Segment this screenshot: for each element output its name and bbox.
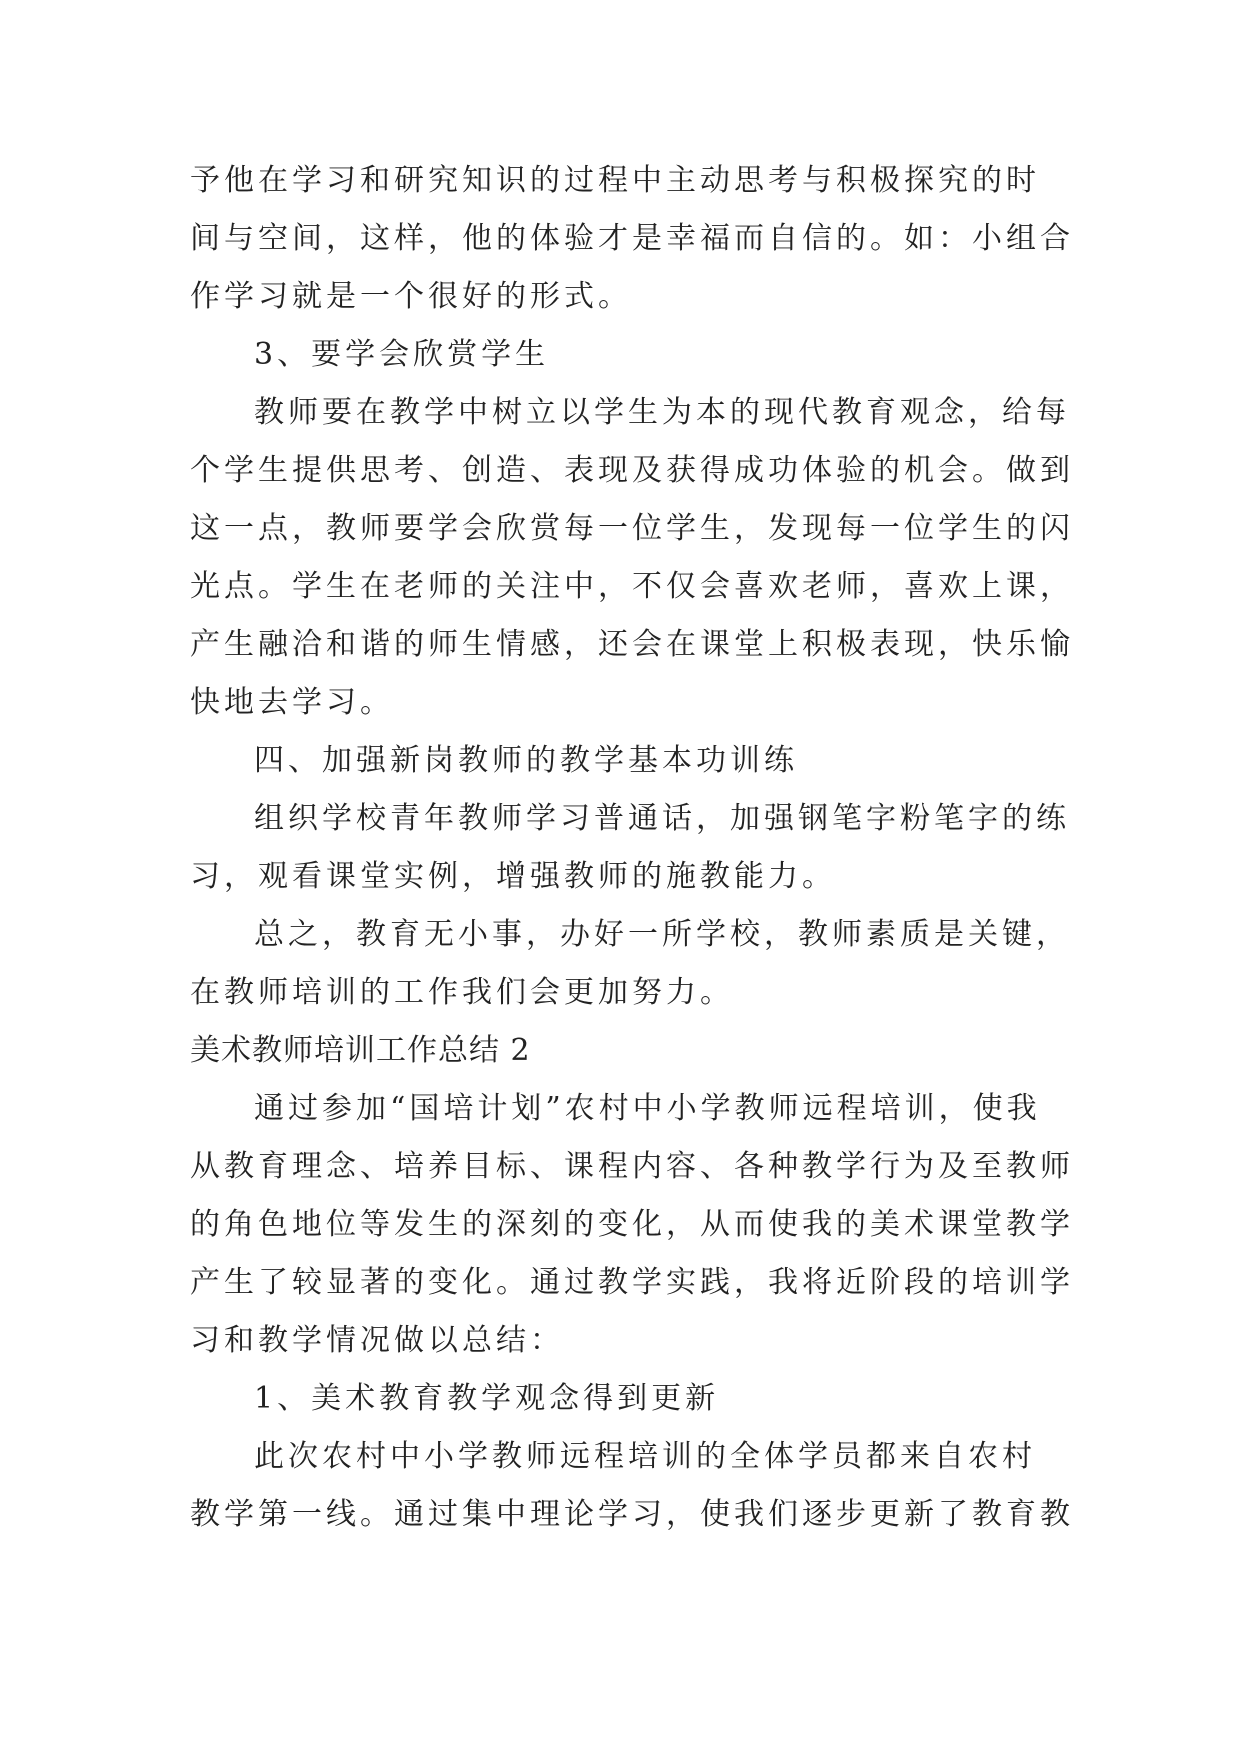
text-line: 的角色地位等发生的深刻的变化，从而使我的美术课堂教学 (190, 1207, 1074, 1242)
text-line: 通过参加“国培计划”农村中小学教师远程培训，使我 (254, 1091, 1041, 1126)
text-line: 产生融洽和谐的师生情感，还会在课堂上积极表现，快乐愉 (190, 627, 1074, 662)
section-heading: 3、要学会欣赏学生 (254, 337, 550, 372)
text-line: 组织学校青年教师学习普通话，加强钢笔字粉笔字的练 (254, 801, 1070, 836)
text-line: 这一点，教师要学会欣赏每一位学生，发现每一位学生的闪 (190, 511, 1074, 546)
text-line: 光点。学生在老师的关注中，不仅会喜欢老师，喜欢上课， (190, 569, 1074, 604)
text-line: 产生了较显著的变化。通过教学实践，我将近阶段的培训学 (190, 1265, 1074, 1300)
text-line: 习和教学情况做以总结： (190, 1323, 564, 1358)
text-line: 教学第一线。通过集中理论学习，使我们逐步更新了教育教 (190, 1497, 1074, 1532)
text-line: 在教师培训的工作我们会更加努力。 (190, 975, 734, 1010)
text-line: 总之，教育无小事，办好一所学校，教师素质是关键， (254, 917, 1070, 952)
text-line: 此次农村中小学教师远程培训的全体学员都来自农村 (254, 1439, 1036, 1474)
article-title: 美术教师培训工作总结 2 (190, 1033, 531, 1068)
text-line: 作学习就是一个很好的形式。 (190, 279, 632, 314)
text-line: 从教育理念、培养目标、课程内容、各种教学行为及至教师 (190, 1149, 1074, 1184)
document-body (190, 152, 1074, 1544)
text-line: 教师要在教学中树立以学生为本的现代教育观念，给每 (254, 395, 1070, 430)
text-line: 快地去学习。 (190, 685, 394, 720)
text-line: 个学生提供思考、创造、表现及获得成功体验的机会。做到 (190, 453, 1074, 488)
text-line: 习，观看课堂实例，增强教师的施教能力。 (190, 859, 836, 894)
text-line: 间与空间，这样，他的体验才是幸福而自信的。如：小组合 (190, 221, 1074, 256)
text-line: 予他在学习和研究知识的过程中主动思考与积极探究的时 (190, 163, 1040, 198)
section-heading: 1、美术教育教学观念得到更新 (254, 1381, 720, 1416)
section-heading: 四、加强新岗教师的教学基本功训练 (254, 743, 798, 778)
